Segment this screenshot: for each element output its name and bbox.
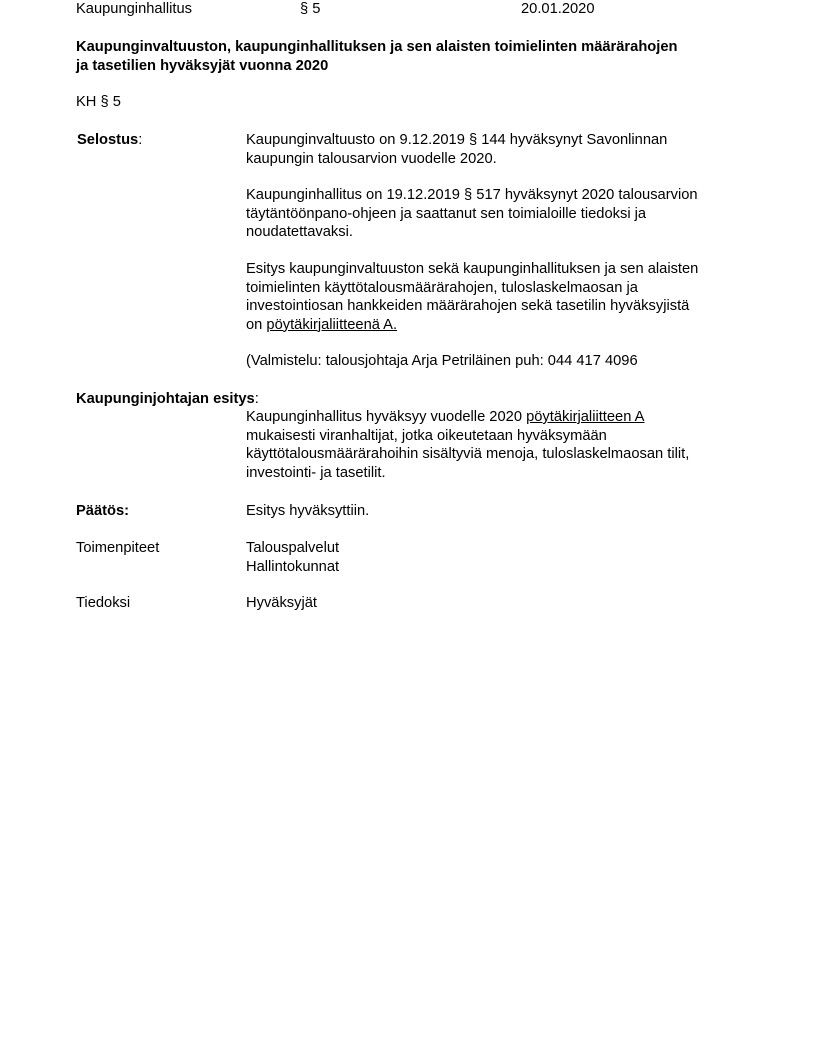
esitys-line-1-prefix: Kaupunginhallitus hyväksyy vuodelle 2020 [246,409,527,425]
selostus-p3-prefix: on [246,316,267,333]
attachment-a-link-2[interactable]: pöytäkirjaliitteen A [526,409,645,425]
selostus-p2-line-1: Kaupunginhallitus on 19.12.2019 § 517 hyväksynyt 2020 talousarvion [246,187,698,203]
selostus-p2 [246,186,756,242]
selostus-p3-line-3: investointiosan hankkeiden määrärahojen sekä tasetilin hyväksyjistä [246,298,690,314]
selostus-p3-line-2: toimielinten käyttötalousmäärärahojen, tuloslaskelmaosan ja [246,279,638,296]
header-organ: Kaupunginhallitus [76,1,192,17]
selostus-label-text: Selostus [77,132,139,148]
title-line-1: Kaupunginvaltuuston, kaupunginhallituksen ja sen alaisten toimielinten määrärahojen [76,39,678,55]
paatos-text: Esitys hyväksyttiin. [246,503,370,519]
selostus-p1-line-1: Kaupunginvaltuusto on 9.12.2019 § 144 hyväksynyt Savonlinnan [246,132,668,148]
toimenpiteet-item-1: Talouspalvelut [246,540,340,556]
esitys-line-4: investointi- ja tasetilit. [246,464,386,481]
section-reference: KH § 5 [76,94,121,110]
header-section: § 5 [300,1,321,17]
esitys-body [246,408,756,482]
tiedoksi-label: Tiedoksi [76,595,131,611]
selostus-p3-line-4 [246,316,756,335]
esitys-line-1 [246,408,756,427]
selostus-label [77,131,142,150]
selostus-p2-line-3: noudatettavaksi. [246,224,353,240]
header-date: 20.01.2020 [521,1,595,17]
esitys-line-3: käyttötalousmäärärahoihin sisältyviä menoja, tuloslaskelmaosan tilit, [246,446,690,462]
title-line-2: ja tasetilien hyväksyjät vuonna 2020 [76,57,329,74]
toimenpiteet-item-2: Hallintokunnat [246,558,340,575]
selostus-p2-line-2: täytäntöönpano-ohjeen ja saattanut sen toimialoille tiedoksi ja [246,205,647,222]
selostus-label-colon: : [138,132,143,148]
esitys-label [76,390,259,409]
esitys-label-colon: : [254,391,259,407]
selostus-body [246,131,756,168]
selostus-preparer: (Valmistelu: talousjohtaja Arja Petriläinen puh: 044 417 4096 [246,353,638,369]
selostus-p3-line-1: Esitys kaupunginvaltuuston sekä kaupunginhallituksen ja sen alaisten [246,261,699,277]
document-title [76,38,677,75]
paatos-label: Päätös: [76,503,130,519]
tiedoksi-text: Hyväksyjät [246,595,318,611]
toimenpiteet-label: Toimenpiteet [76,540,160,556]
esitys-label-text: Kaupunginjohtajan esitys [76,391,255,407]
selostus-p4 [246,352,756,371]
toimenpiteet-list [246,539,756,576]
attachment-a-link[interactable]: pöytäkirjaliitteenä A. [266,316,398,333]
selostus-p3 [246,260,756,334]
selostus-p1-line-2: kaupungin talousarvion vuodelle 2020. [246,150,497,167]
esitys-line-2: mukaisesti viranhaltijat, jotka oikeutetaan hyväksymään [246,427,607,444]
